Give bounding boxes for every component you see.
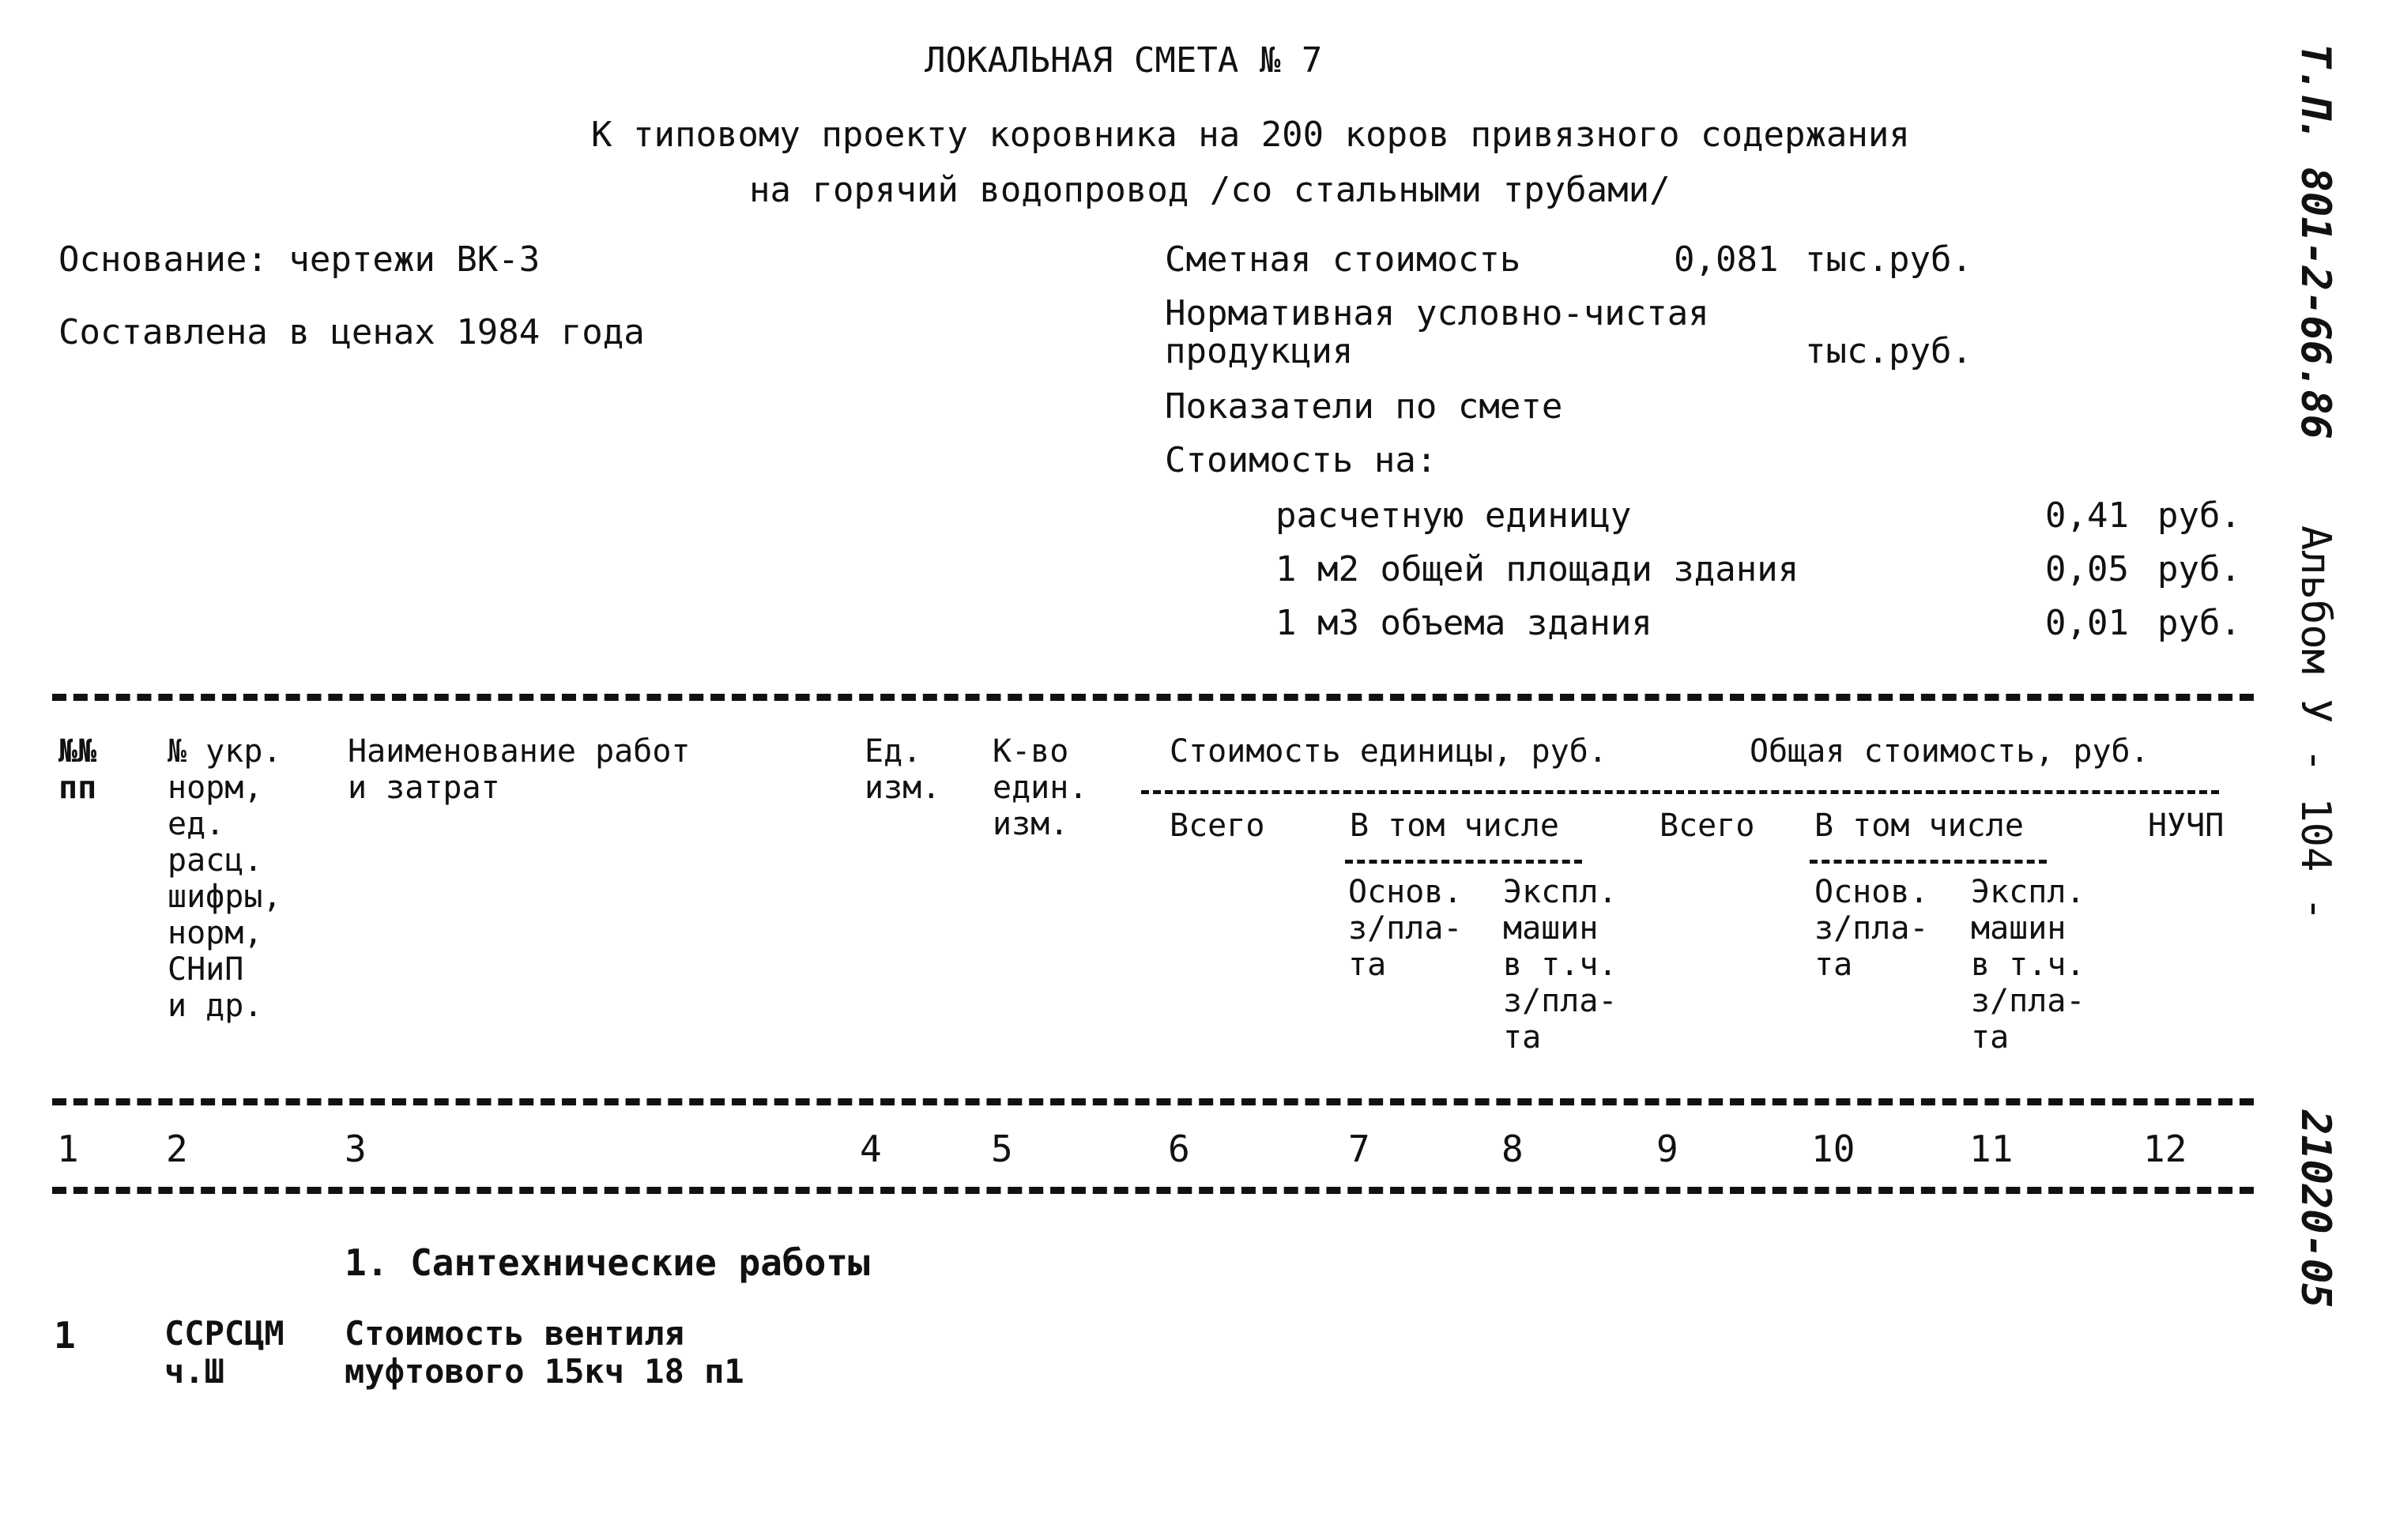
normative-production-unit: тыс.руб. bbox=[1805, 331, 1972, 371]
table-header-bottom-rule bbox=[52, 1098, 2254, 1105]
normative-production-label-line2: продукция bbox=[1165, 331, 1354, 371]
header-unit-cost-included: В том числе bbox=[1350, 808, 1559, 844]
header-total-cost-all: Всего bbox=[1660, 808, 1755, 844]
header-nuchp: НУЧП bbox=[2148, 808, 2225, 844]
indicator-row-label: расчетную единицу bbox=[1275, 495, 1632, 536]
indicator-row-unit: руб. bbox=[2157, 495, 2241, 536]
document-code-stamp: 21020-05 bbox=[2292, 1110, 2339, 1308]
prices-year-text: Составлена в ценах 1984 года bbox=[58, 312, 645, 352]
header-total-cost-machines: Экспл. машин в т.ч. з/пла- та bbox=[1971, 874, 2085, 1056]
estimated-cost-label: Сметная стоимость bbox=[1165, 239, 1521, 280]
cost-for-label: Стоимость на: bbox=[1165, 440, 1437, 480]
column-number: 7 bbox=[1348, 1128, 1370, 1170]
column-number: 2 bbox=[166, 1128, 188, 1170]
standard-project-stamp: Т.П. 801-2-66.86 bbox=[2292, 43, 2339, 439]
column-numbers-bottom-rule bbox=[52, 1187, 2254, 1194]
column-number: 9 bbox=[1656, 1128, 1678, 1170]
row-work-name: Стоимость вентиля муфтового 15кч 18 п1 bbox=[345, 1314, 744, 1391]
normative-production-label-line1: Нормативная условно-чистая bbox=[1165, 293, 1709, 333]
column-number: 3 bbox=[345, 1128, 367, 1170]
header-unit-cost-machines: Экспл. машин в т.ч. з/пла- та bbox=[1503, 874, 1618, 1056]
row-number: 1 bbox=[54, 1314, 76, 1357]
column-number: 6 bbox=[1168, 1128, 1190, 1170]
table-top-rule bbox=[52, 694, 2254, 701]
header-norm-code: № укр. норм, ед. расц. шифры, норм, СНиП и др. bbox=[168, 733, 282, 1024]
indicator-row-unit: руб. bbox=[2157, 549, 2241, 589]
indicator-row-label: 1 м3 объема здания bbox=[1275, 603, 1652, 643]
column-number: 12 bbox=[2143, 1128, 2187, 1170]
header-total-cost: Общая стоимость, руб. bbox=[1750, 733, 2149, 770]
header-total-cost-included: В том числе bbox=[1814, 808, 2024, 844]
column-number: 4 bbox=[860, 1128, 882, 1170]
header-unit: Ед. изм. bbox=[865, 733, 941, 806]
cost-header-rule bbox=[1141, 790, 2219, 794]
row-norm-code: ССРСЦМ ч.Ш bbox=[164, 1314, 284, 1391]
total-cost-included-rule bbox=[1810, 860, 2047, 864]
document-subtitle-line1: К типовому проекту коровника на 200 коров привязного содержания bbox=[591, 115, 1910, 155]
column-number: 10 bbox=[1811, 1128, 1855, 1170]
document-title: ЛОКАЛЬНАЯ СМЕТА № 7 bbox=[925, 40, 1323, 81]
column-number: 8 bbox=[1501, 1128, 1524, 1170]
header-unit-cost: Стоимость единицы, руб. bbox=[1170, 733, 1607, 770]
document-subtitle-line2: на горячий водопровод /со стальными трубами/ bbox=[749, 170, 1671, 210]
header-unit-cost-all: Всего bbox=[1170, 808, 1265, 844]
header-row-number: №№ пп bbox=[58, 733, 97, 806]
header-total-cost-base-salary: Основ. з/пла- та bbox=[1814, 874, 1929, 983]
estimated-cost-value: 0,081 bbox=[1674, 239, 1779, 280]
header-work-name: Наименование работ и затрат bbox=[348, 733, 691, 806]
album-stamp: Альбом У - 104 - bbox=[2292, 525, 2339, 921]
column-number: 5 bbox=[991, 1128, 1013, 1170]
basis-text: Основание: чертежи ВК-3 bbox=[58, 239, 541, 280]
header-quantity: К-во един. изм. bbox=[993, 733, 1088, 842]
indicator-row-value: 0,05 bbox=[2045, 549, 2129, 589]
unit-cost-included-rule bbox=[1345, 860, 1582, 864]
indicator-row-unit: руб. bbox=[2157, 603, 2241, 643]
indicator-row-value: 0,01 bbox=[2045, 603, 2129, 643]
indicator-row-label: 1 м2 общей площади здания bbox=[1275, 549, 1799, 589]
indicator-row-value: 0,41 bbox=[2045, 495, 2129, 536]
column-number: 1 bbox=[57, 1128, 79, 1170]
header-unit-cost-base-salary: Основ. з/пла- та bbox=[1348, 874, 1463, 983]
section-title: 1. Сантехнические работы bbox=[345, 1241, 870, 1284]
column-number: 11 bbox=[1969, 1128, 2014, 1170]
estimated-cost-unit: тыс.руб. bbox=[1805, 239, 1972, 280]
indicators-label: Показатели по смете bbox=[1165, 386, 1563, 427]
